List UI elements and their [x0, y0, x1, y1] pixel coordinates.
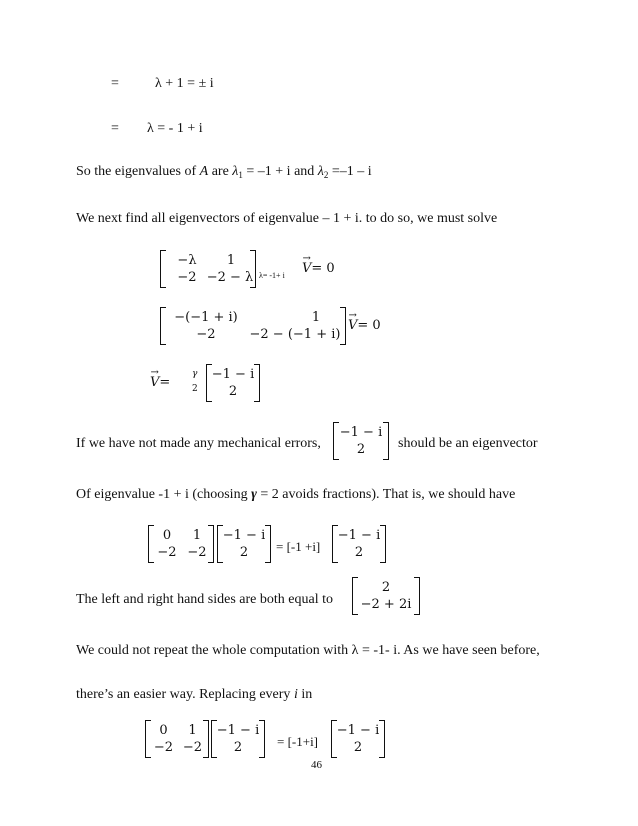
vector-check-1-left — [217, 525, 271, 563]
vector-cell: 2 — [233, 740, 243, 755]
vector-check-2-left — [211, 720, 265, 758]
matrix-cell: −2 — [157, 545, 177, 560]
vector-cell: −1 − i — [337, 528, 381, 543]
eigenvalues-sentence: So the eigenvalues of A are $\lambda_1 = -1 + i$ and $\lambda_2 =-1 - i$ — [76, 164, 372, 180]
vector-cell: 2 — [228, 384, 238, 399]
vector-cell: 2 — [356, 442, 366, 457]
page-number: 46 — [311, 759, 322, 771]
left-right-sides-text: The left and right hand sides are both equal to — [76, 592, 333, 607]
system-2-rhs: → V= 0 — [348, 319, 381, 332]
matrix-a-check-2 — [145, 720, 209, 758]
matrix-cell: −2 − (−1 + i) — [249, 327, 341, 342]
matrix-cell: −2 — [196, 327, 216, 342]
vector-check-1-right — [332, 525, 386, 563]
vector-cell: −1 − i — [339, 425, 383, 440]
vector-cell: 2 — [354, 545, 364, 560]
result-vector — [352, 577, 420, 615]
vector-cell: −1 − i — [216, 723, 260, 738]
matrix-cell: 1 — [188, 723, 197, 738]
matrix-cell: 1 — [311, 310, 321, 325]
vector-cell: 2 — [381, 580, 391, 595]
choosing-gamma-sentence: Of eigenvalue -1 + i (choosing γ = 2 avoids fractions). That is, we should have — [76, 487, 516, 502]
equation-line-1: λ + 1 = ± i — [155, 76, 214, 91]
equals-sign-2: = — [111, 121, 119, 136]
vector-check-2-right — [331, 720, 385, 758]
gamma-numerator: γ — [192, 369, 198, 379]
next-sentence: We next find all eigenvectors of eigenvalue – 1 + i. to do so, we must solve — [76, 211, 498, 226]
vector-cell: −1 − i — [336, 723, 380, 738]
equation-line-2: λ = - 1 + i — [147, 121, 203, 136]
solution-vector — [206, 364, 260, 402]
candidate-eigenvector — [333, 422, 389, 460]
vector-cell: 2 — [239, 545, 249, 560]
matrix-cell: −2 — [177, 270, 197, 285]
equals-sign-1: = — [111, 76, 119, 91]
matrix-cell: −(−1 + i) — [174, 310, 238, 325]
vector-cell: −1 − i — [222, 528, 266, 543]
matrix-system-1 — [160, 250, 256, 288]
solution-vector-label: → V= — [150, 376, 170, 389]
eigenvalue-multiplier-1: = [-1 +i] — [276, 539, 321, 554]
matrix-cell: 0 — [162, 528, 172, 543]
vector-cell: −1 − i — [211, 367, 255, 382]
mechanical-errors-text: If we have not made any mechanical errors, — [76, 436, 321, 451]
lambda-substitution-label: λ= -1+ i — [259, 271, 285, 280]
matrix-cell: −λ — [177, 253, 197, 268]
matrix-system-2 — [160, 307, 346, 345]
matrix-cell: 1 — [192, 528, 202, 543]
matrix-cell: −2 — [153, 740, 174, 755]
matrix-cell: −2 — [187, 545, 207, 560]
repeat-computation-text: We could not repeat the whole computation with λ = -1- i. As we have seen before, — [76, 643, 540, 658]
vector-cell: 2 — [353, 740, 363, 755]
gamma-denominator: 2 — [192, 384, 198, 394]
matrix-a-check-1 — [148, 525, 214, 563]
easier-way-text: there’s an easier way. Replacing every i in — [76, 687, 313, 702]
matrix-cell: −2 — [182, 740, 203, 755]
system-1-rhs: → V= 0 — [302, 262, 335, 275]
matrix-cell: 1 — [226, 253, 236, 268]
eigenvalue-multiplier-2: = [-1+i] — [277, 734, 319, 749]
matrix-cell: 0 — [159, 723, 168, 738]
matrix-cell: −2 − λ — [206, 270, 254, 285]
vector-cell: −2 + 2i — [360, 597, 412, 612]
eigenvector-text: should be an eigenvector — [398, 436, 538, 451]
